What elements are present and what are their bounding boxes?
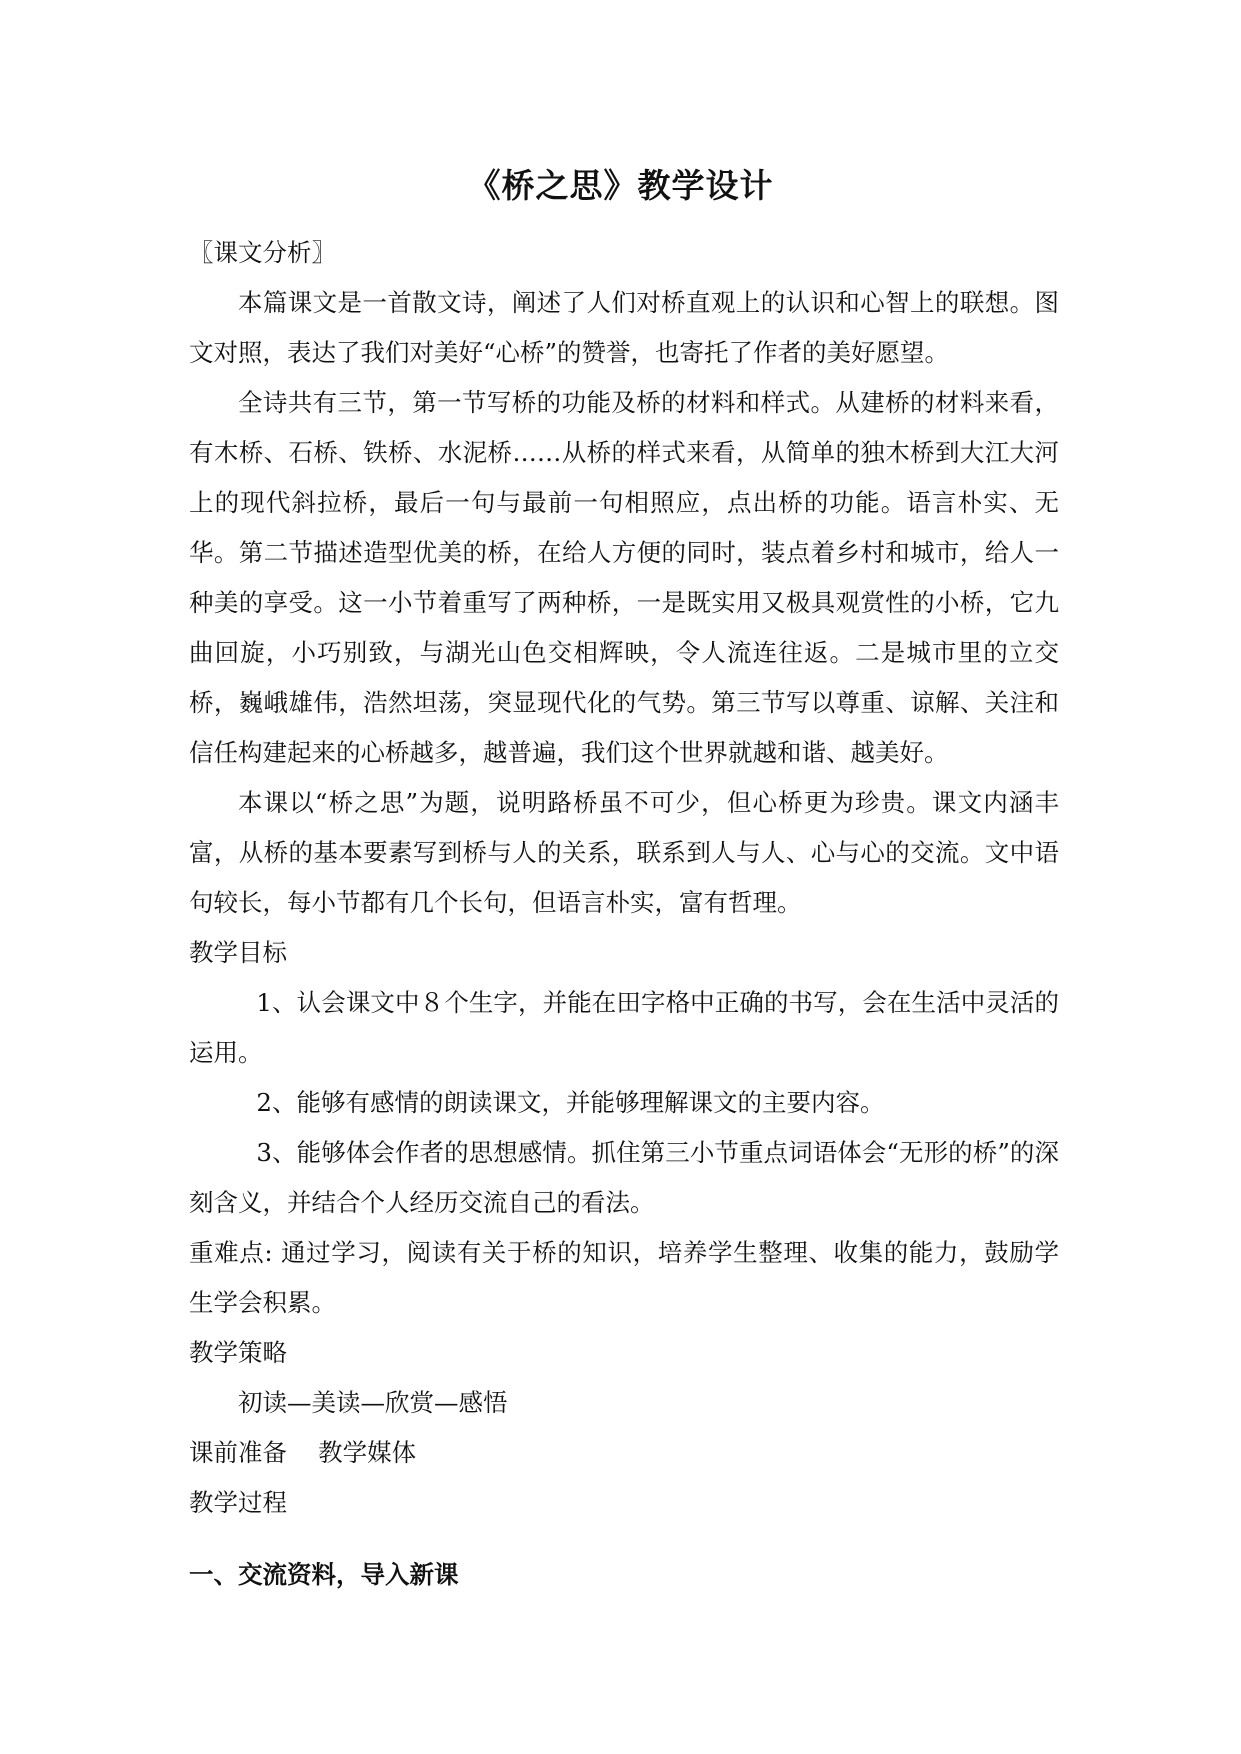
key-points: 重难点: 通过学习，阅读有关于桥的知识，培养学生整理、收集的能力，鼓励学生学会积累。 [189, 1238, 1059, 1317]
strategy-text: 初读—美读—欣赏—感悟 [238, 1388, 508, 1417]
document-body [189, 228, 1059, 1600]
analysis-paragraph: 本篇课文是一首散文诗，阐述了人们对桥直观上的认识和心智上的联想。图文对照，表达了我们对美好“心桥”的赞誉，也寄托了作者的美好愿望。 [189, 288, 1059, 367]
goals-label: 教学目标 [189, 938, 287, 967]
step-one-heading: 一、交流资料，导入新课 [189, 1560, 459, 1589]
analysis-paragraph: 全诗共有三节，第一节写桥的功能及桥的材料和样式。从建桥的材料来看，有木桥、石桥、铁桥、水泥桥……从桥的样式来看，从简单的独木桥到大江大河上的现代斜拉桥，最后一句与最前一句相照应，点出桥的功能。语言朴实、无华。第二节描述造型优美的桥，在给人方便的同时，装点着乡村和城市，给人一种美的享受。这一小节着重写了两种桥，一是既实用又极具观赏性的小桥，它九曲回旋，小巧别致，与湖光山色交相辉映，令人流连往返。二是城市里的立交桥，巍峨雄伟，浩然坦荡，突显现代化的气势。第三节写以尊重、谅解、关注和信任构建起来的心桥越多，越普遍，我们这个世界就越和谐、越美好。 [189, 388, 1059, 767]
goal-item: 1、认会课文中８个生字，并能在田字格中正确的书写，会在生活中灵活的运用。 [189, 988, 1059, 1067]
section-analysis-label: 〖课文分析〗 [189, 238, 336, 267]
analysis-paragraph: 本课以“桥之思”为题，说明路桥虽不可少，但心桥更为珍贵。课文内涵丰富，从桥的基本要素写到桥与人的关系，联系到人与人、心与心的交流。文中语句较长，每小节都有几个长句，但语言朴实，富有哲理。 [189, 788, 1059, 917]
goal-item: 3、能够体会作者的思想感情。抓住第三小节重点词语体会“无形的桥”的深刻含义，并结合个人经历交流自己的看法。 [189, 1138, 1059, 1217]
goal-item: 2、能够有感情的朗读课文，并能够理解课文的主要内容。 [256, 1088, 885, 1117]
preparation-line: 课前准备 教学媒体 [189, 1438, 417, 1467]
process-label: 教学过程 [189, 1488, 287, 1517]
document-title: 《桥之思》教学设计 [467, 166, 774, 205]
strategy-label: 教学策略 [189, 1338, 287, 1367]
section-spacer [189, 1528, 1059, 1550]
